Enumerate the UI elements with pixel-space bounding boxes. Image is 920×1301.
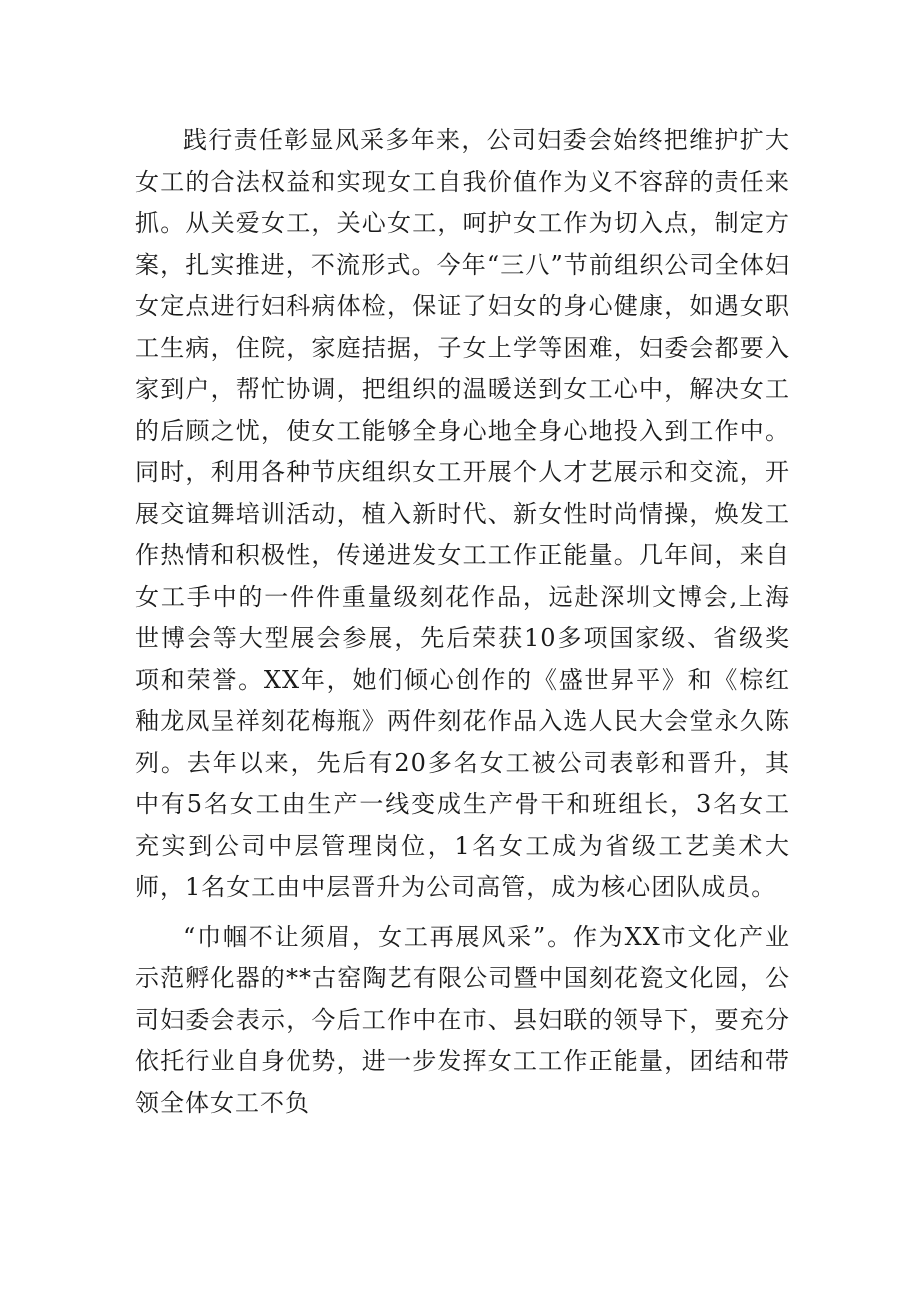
- paragraph-2: “巾帼不让须眉，女工再展风采”。作为XX市文化产业示范孵化器的**古窑陶艺有限公司暨中国刻花瓷文化园，公司妇委会表示，今后工作中在市、县妇联的领导下，要充分依托行业自身优势，进一步发挥女工工作正能量，团结和带领全体女工不负: [135, 922, 790, 1117]
- document-body: [135, 120, 790, 1124]
- paragraph-1: 践行责任彰显风采多年来，公司妇委会始终把维护扩大女工的合法权益和实现女工自我价值作为义不容辞的责任来抓。从关爱女工，关心女工，呵护女工作为切入点，制定方案，扎实推进，不流形式。今年“三八”节前组织公司全体妇女定点进行妇科病体检，保证了妇女的身心健康，如遇女职工生病，住院，家庭拮据，子女上学等困难，妇委会都要入家到户，帮忙协调，把组织的温暖送到女工心中，解决女工的后顾之忧，使女工能够全身心地全身心地投入到工作中。同时，利用各种节庆组织女工开展个人才艺展示和交流，开展交谊舞培训活动，植入新时代、新女性时尚情操，焕发工作热情和积极性，传递进发女工工作正能量。几年间，来自女工手中的一件件重量级刻花作品，远赴深圳文博会,上海世博会等大型展会参展，先后荣获10多项国家级、省级奖项和荣誉。XX年，她们倾心创作的《盛世昇平》和《棕红釉龙凤呈祥刻花梅瓶》两件刻花作品入选人民大会堂永久陈列。去年以来，先后有20多名女工被公司表彰和晋升，其中有5名女工由生产一线变成生产骨干和班组长，3名女工充实到公司中层管理岗位，1名女工成为省级工艺美术大师，1名女工由中层晋升为公司高管，成为核心团队成员。: [135, 126, 790, 901]
